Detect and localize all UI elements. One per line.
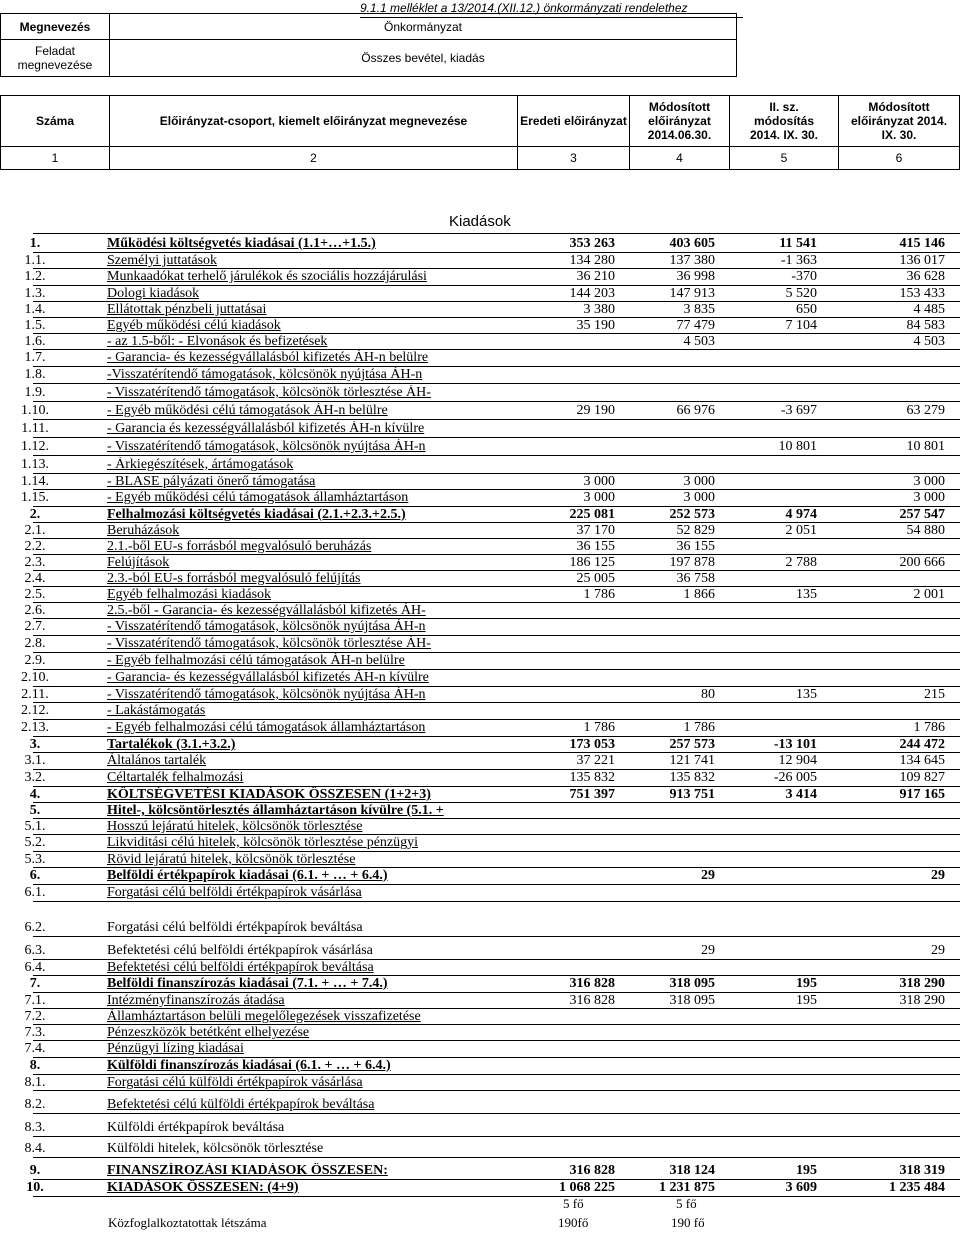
row-eredeti-value: 134 280: [569, 253, 615, 268]
row-eredeti-value: 135 832: [569, 770, 615, 785]
footer-row1-value2: 5 fő: [676, 1196, 697, 1211]
row-number: 1.7.: [24, 350, 46, 365]
row-modositott-value: 147 913: [669, 286, 715, 301]
row-modositott2-value: 4 503: [913, 334, 945, 349]
row-number: 1.9.: [24, 385, 46, 400]
row-number: 2.1.: [24, 523, 46, 538]
table-row: [0, 835, 960, 852]
row-eredeti-value: 1 068 225: [559, 1180, 615, 1195]
table-row: [0, 438, 960, 456]
row-modositott-value: 1 786: [683, 720, 715, 735]
column-header-eredeti: Eredeti előirányzat: [517, 95, 630, 147]
row-number: 1.4.: [24, 302, 46, 317]
row-modositott-value: 197 878: [669, 555, 715, 570]
column-header-modositott2: Módosított előirányzat 2014. IX. 30.: [838, 95, 960, 147]
row-name: Befektetési célú belföldi értékpapírok vásárlása: [107, 943, 373, 958]
table-row: [0, 571, 960, 587]
row-modositott-value: 135 832: [669, 770, 715, 785]
row-modositott2-value: 257 547: [899, 507, 945, 522]
row-mod2-value: 4 974: [785, 507, 817, 522]
row-modositott-value: 318 095: [669, 976, 715, 991]
row-name: - Garancia és kezességvállalásból kifizetés ÁH-n kívülre: [107, 421, 425, 436]
row-mod2-value: -3 697: [780, 403, 817, 418]
table-row: [0, 1025, 960, 1041]
row-number: 3.: [29, 737, 41, 752]
section-title-text: Kiadások: [449, 213, 511, 230]
row-number: 8.3.: [24, 1120, 46, 1135]
row-name: - Lakástámogatás: [107, 703, 206, 718]
table-row: [0, 490, 960, 507]
row-mod2-value: 195: [796, 976, 817, 991]
table-row: [0, 1091, 960, 1114]
footer-row2-value1: 190fő: [558, 1215, 589, 1230]
footer-label: Közfoglalkoztatottak létszáma: [108, 1215, 267, 1230]
row-modositott2-value: 415 146: [899, 236, 945, 251]
row-modositott2-value: 200 666: [899, 555, 945, 570]
row-name: Belföldi finanszírozás kiadásai (7.1. + … + 7.4.): [107, 976, 388, 991]
megnevezes-value: Önkormányzat: [109, 13, 737, 40]
row-number: 1.1.: [24, 253, 46, 268]
table-row: [0, 703, 960, 720]
row-modositott2-value: 3 000: [913, 474, 945, 489]
row-number: 6.3.: [24, 943, 46, 958]
row-name: Tartalékok (3.1.+3.2.): [107, 737, 236, 752]
row-name: Forgatási célú belföldi értékpapírok vásárlása: [107, 885, 362, 900]
column-number-5: 5: [729, 146, 839, 170]
row-number: 1.10.: [21, 403, 49, 418]
row-eredeti-value: 37 221: [576, 753, 615, 768]
row-modositott-value: 66 976: [676, 403, 715, 418]
row-mod2-value: 195: [796, 1163, 817, 1178]
table-row: [0, 507, 960, 523]
row-number: 7.1.: [24, 993, 46, 1008]
row-name: Felhalmozási költségvetés kiadásai (2.1.+2.3.+2.5.): [107, 507, 406, 522]
table-row: [0, 1137, 960, 1158]
row-modositott2-value: 3 000: [913, 490, 945, 505]
row-eredeti-value: 36 155: [576, 539, 615, 554]
row-mod2-value: 2 051: [785, 523, 817, 538]
row-name: - Egyéb működési célú támogatások ÁH-n belülre: [107, 403, 388, 418]
row-name: - Garancia- és kezességvállalásból kifizetés ÁH-n kívülre: [107, 670, 429, 685]
row-name: 2.3.-ból EU-s forrásból megvalósuló felújítás: [107, 571, 361, 586]
row-name: - Visszatérítendő támogatások, kölcsönök nyújtása ÁH-n: [107, 687, 426, 702]
row-number: 6.2.: [24, 920, 46, 935]
row-eredeti-value: 316 828: [569, 976, 615, 991]
row-number: 7.4.: [24, 1041, 46, 1056]
row-modositott2-value: 917 165: [899, 787, 945, 802]
row-number: 7.: [29, 976, 41, 991]
row-modositott-value: 3 000: [683, 474, 715, 489]
row-name: Likviditási célú hitelek, kölcsönök törlesztése pénzügyi: [107, 835, 419, 850]
table-row: [0, 236, 960, 253]
row-name: Forgatási célú külföldi értékpapírok vásárlása: [107, 1075, 363, 1090]
row-eredeti-value: 25 005: [576, 571, 615, 586]
column-number-1: 1: [0, 146, 110, 170]
row-modositott-value: 1 866: [683, 587, 715, 602]
row-modositott-value: 1 231 875: [659, 1180, 715, 1195]
table-row: [0, 603, 960, 619]
table-row: [0, 670, 960, 687]
table-row: [0, 318, 960, 334]
row-eredeti-value: 3 380: [583, 302, 615, 317]
megnevezes-label: Megnevezés: [0, 13, 110, 40]
row-eredeti-value: 3 000: [583, 474, 615, 489]
column-number-6: 6: [838, 146, 960, 170]
row-name: - Visszatérítendő támogatások, kölcsönök törlesztése ÁH-: [107, 385, 431, 400]
row-name: - az 1.5-ből: - Elvonások és befizetések: [107, 334, 328, 349]
table-row: [0, 770, 960, 787]
row-modositott2-value: 134 645: [899, 753, 945, 768]
table-row: [0, 1158, 960, 1180]
row-name: Befektetési célú belföldi értékpapírok beváltása: [107, 960, 374, 975]
row-mod2-value: 195: [796, 993, 817, 1008]
row-mod2-value: 135: [796, 687, 817, 702]
row-name: Általános tartalék: [107, 753, 207, 768]
row-number: 5.1.: [24, 819, 46, 834]
table-row: [0, 1114, 960, 1137]
row-name: - Visszatérítendő támogatások, kölcsönök törlesztése ÁH-: [107, 636, 431, 651]
table-row: [0, 302, 960, 318]
row-modositott2-value: 84 583: [906, 318, 945, 333]
table-row: [0, 976, 960, 993]
row-modositott2-value: 36 628: [906, 269, 945, 284]
row-eredeti-value: 36 210: [576, 269, 615, 284]
row-name: Külföldi értékpapírok beváltása: [107, 1120, 285, 1135]
row-modositott-value: 36 758: [676, 571, 715, 586]
table-row: [0, 1180, 960, 1197]
row-modositott-value: 121 741: [669, 753, 715, 768]
row-modositott2-value: 109 827: [899, 770, 945, 785]
table-row: [0, 1041, 960, 1058]
row-name: Forgatási célú belföldi értékpapírok beváltása: [107, 920, 363, 935]
row-name: Céltartalék felhalmozási: [107, 770, 244, 785]
row-mod2-value: -26 005: [773, 770, 817, 785]
row-mod2-value: 7 104: [785, 318, 817, 333]
table-row: [0, 402, 960, 420]
column-header-csoport: Előirányzat-csoport, kiemelt előirányzat megnevezése: [109, 95, 518, 147]
row-number: 5.2.: [24, 835, 46, 850]
row-modositott-value: 29: [701, 868, 715, 883]
row-modositott-value: 77 479: [676, 318, 715, 333]
row-number: 1.8.: [24, 367, 46, 382]
row-name: - Egyéb felhalmozási célú támogatások államháztartáson: [107, 720, 426, 735]
row-name: Hitel-, kölcsöntörlesztés államháztartáson kívülre (5.1. +: [107, 803, 444, 818]
row-name: Dologi kiadások: [107, 286, 200, 301]
row-eredeti-value: 1 786: [583, 720, 615, 735]
table-row: [0, 885, 960, 902]
row-number: 7.3.: [24, 1025, 46, 1040]
row-eredeti-value: 316 828: [569, 993, 615, 1008]
table-row: [0, 753, 960, 770]
row-name: Államháztartáson belüli megelőlegezések visszafizetése: [107, 1009, 421, 1024]
row-name: Egyéb működési célú kiadások: [107, 318, 281, 333]
row-modositott-value: 36 998: [676, 269, 715, 284]
row-number: 7.2.: [24, 1009, 46, 1024]
row-name: - Egyéb működési célú támogatások államháztartáson: [107, 490, 409, 505]
row-number: 2.7.: [24, 619, 46, 634]
table-row: [0, 539, 960, 555]
row-modositott2-value: 2 001: [913, 587, 945, 602]
column-number-3: 3: [517, 146, 630, 170]
table-row: [0, 868, 960, 885]
row-number: 2.8.: [24, 636, 46, 651]
table-row: [0, 420, 960, 438]
table-row: [0, 384, 960, 402]
row-eredeti-value: 316 828: [569, 1163, 615, 1178]
row-modositott2-value: 244 472: [899, 737, 945, 752]
table-row: [0, 737, 960, 753]
row-number: 2.11.: [21, 687, 49, 702]
footer-row2-value2: 190 fő: [671, 1215, 705, 1230]
row-number: 5.3.: [24, 852, 46, 867]
row-number: 8.4.: [24, 1141, 46, 1156]
row-modositott2-value: 318 319: [899, 1163, 945, 1178]
table-row: [0, 653, 960, 670]
table-row: [0, 523, 960, 539]
table-row: [0, 937, 960, 960]
row-number: 1.14.: [21, 474, 49, 489]
row-number: 1.5.: [24, 318, 46, 333]
row-number: 6.4.: [24, 960, 46, 975]
table-row: [0, 587, 960, 603]
row-number: 3.2.: [24, 770, 46, 785]
row-mod2-value: 3 609: [785, 1180, 817, 1195]
row-modositott-value: 257 573: [669, 737, 715, 752]
feladat-label: Feladat megnevezése: [0, 39, 110, 77]
table-row: [0, 636, 960, 653]
row-number: 8.1.: [24, 1075, 46, 1090]
table-row: [0, 286, 960, 302]
table-header: [0, 0, 960, 176]
row-modositott-value: 913 751: [669, 787, 715, 802]
row-name: Beruházások: [107, 523, 180, 538]
row-number: 2.2.: [24, 539, 46, 554]
row-number: 1.15.: [21, 490, 49, 505]
table-row: [0, 687, 960, 703]
row-name: Felújítások: [107, 555, 170, 570]
row-name: Belföldi értékpapírok kiadásai (6.1. + … + 6.4.): [107, 868, 388, 883]
row-name: Működési költségvetés kiadásai (1.1+…+1.5.): [107, 236, 376, 251]
row-eredeti-value: 1 786: [583, 587, 615, 602]
table-row: [0, 1075, 960, 1091]
table-row: [0, 269, 960, 286]
row-mod2-value: -13 101: [773, 737, 817, 752]
row-modositott-value: 137 380: [669, 253, 715, 268]
row-eredeti-value: 353 263: [569, 236, 615, 251]
row-mod2-value: 11 541: [779, 236, 817, 251]
row-eredeti-value: 186 125: [569, 555, 615, 570]
row-eredeti-value: 35 190: [576, 318, 615, 333]
row-number: 2.3.: [24, 555, 46, 570]
table-row: [0, 993, 960, 1009]
row-number: 8.: [29, 1058, 41, 1073]
feladat-value: Összes bevétel, kiadás: [109, 39, 737, 77]
footer: [0, 1196, 960, 1242]
row-modositott2-value: 4 485: [913, 302, 945, 317]
row-modositott-value: 318 095: [669, 993, 715, 1008]
row-name: Egyéb felhalmozási kiadások: [107, 587, 272, 602]
row-number: 2.5.: [24, 587, 46, 602]
table-row: [0, 334, 960, 350]
row-number: 2.9.: [24, 653, 46, 668]
row-number: 2.6.: [24, 603, 46, 618]
annex-title-text: 9.1.1 melléklet a 13/2014.(XII.12.) önkormányzati rendelethez: [360, 1, 688, 15]
row-number: 2.13.: [21, 720, 49, 735]
row-number: 5.: [29, 803, 41, 818]
row-name: - Visszatérítendő támogatások, kölcsönök nyújtása ÁH-n: [107, 619, 426, 634]
row-modositott-value: 29: [701, 943, 715, 958]
row-modositott2-value: 153 433: [899, 286, 945, 301]
row-mod2-value: -370: [791, 269, 817, 284]
row-name: Rövid lejáratú hitelek, kölcsönök törlesztése: [107, 852, 356, 867]
row-number: 8.2.: [24, 1097, 46, 1112]
row-mod2-value: 5 520: [785, 286, 817, 301]
row-number: 6.: [29, 868, 41, 883]
row-name: KIADÁSOK ÖSSZESEN: (4+9): [107, 1180, 299, 1195]
row-name: Munkaadókat terhelő járulékok és szociális hozzájárulási: [107, 269, 427, 284]
row-modositott2-value: 54 880: [906, 523, 945, 538]
row-name: 2.1.-ből EU-s forrásból megvalósuló beruházás: [107, 539, 372, 554]
row-number: 2.4.: [24, 571, 46, 586]
row-number: 1.11.: [21, 421, 49, 436]
row-number: 2.12.: [21, 703, 49, 718]
row-modositott2-value: 1 235 484: [889, 1180, 945, 1195]
row-number: 1.13.: [21, 457, 49, 472]
row-name: - Garancia- és kezességvállalásból kifizetés ÁH-n belülre: [107, 350, 429, 365]
row-eredeti-value: 3 000: [583, 490, 615, 505]
row-name: - BLASE pályázati önerő támogatása: [107, 474, 316, 489]
table-row: [0, 367, 960, 384]
table-row: [0, 474, 960, 490]
row-name: 2.5.-ből - Garancia- és kezességvállalásból kifizetés ÁH-: [107, 603, 426, 618]
column-header-modositott: Módosított előirányzat 2014.06.30.: [629, 95, 730, 147]
row-mod2-value: 12 904: [778, 753, 817, 768]
table-row: [0, 1009, 960, 1025]
row-name: Pénzeszközök betétként elhelyezése: [107, 1025, 310, 1040]
row-modositott2-value: 318 290: [899, 993, 945, 1008]
row-name: - Árkiegészítések, ártámogatások: [107, 457, 294, 472]
row-name: Hosszú lejáratú hitelek, kölcsönök törlesztése: [107, 819, 363, 834]
row-eredeti-value: 225 081: [569, 507, 615, 522]
row-name: Külföldi finanszírozás kiadásai (6.1. + … + 6.4.): [107, 1058, 391, 1073]
row-name: Intézményfinanszírozás átadása: [107, 993, 285, 1008]
row-modositott2-value: 63 279: [906, 403, 945, 418]
row-number: 1.2.: [24, 269, 46, 284]
table-row: [0, 720, 960, 737]
row-modositott2-value: 215: [924, 687, 945, 702]
row-mod2-value: -1 363: [780, 253, 817, 268]
row-mod2-value: 135: [796, 587, 817, 602]
row-modositott-value: 36 155: [676, 539, 715, 554]
table-row: [0, 456, 960, 474]
row-modositott-value: 4 503: [683, 334, 715, 349]
row-modositott2-value: 29: [931, 943, 945, 958]
table-row: [0, 803, 960, 819]
row-modositott2-value: 318 290: [899, 976, 945, 991]
row-mod2-value: 3 414: [785, 787, 817, 802]
row-modositott-value: 3 835: [683, 302, 715, 317]
row-name: - Egyéb felhalmozási célú támogatások ÁH-n belülre: [107, 653, 405, 668]
row-number: 1.12.: [21, 439, 49, 454]
row-name: -Visszatérítendő támogatások, kölcsönök nyújtása ÁH-n: [107, 367, 423, 382]
row-number: 2.: [29, 507, 41, 522]
row-modositott-value: 3 000: [683, 490, 715, 505]
row-modositott2-value: 1 786: [913, 720, 945, 735]
row-number: 10.: [26, 1180, 44, 1195]
row-mod2-value: 10 801: [778, 439, 817, 454]
table-row: [0, 253, 960, 269]
table-row: [0, 555, 960, 571]
row-name: Külföldi hitelek, kölcsönök törlesztése: [107, 1141, 324, 1156]
row-name: - Visszatérítendő támogatások, kölcsönök nyújtása ÁH-n: [107, 439, 426, 454]
row-number: 1.: [29, 236, 41, 251]
table-top-rule: [33, 233, 960, 234]
column-number-2: 2: [109, 146, 518, 170]
row-eredeti-value: 173 053: [569, 737, 615, 752]
row-modositott2-value: 10 801: [906, 439, 945, 454]
footer-row1-value1: 5 fő: [563, 1196, 584, 1211]
row-modositott-value: 252 573: [669, 507, 715, 522]
row-name: FINANSZÍROZÁSI KIADÁSOK ÖSSZESEN:: [107, 1163, 388, 1178]
table-row: [0, 787, 960, 803]
row-modositott2-value: 29: [931, 868, 945, 883]
row-modositott-value: 52 829: [676, 523, 715, 538]
table-row: [0, 819, 960, 835]
row-number: 1.6.: [24, 334, 46, 349]
column-number-4: 4: [629, 146, 730, 170]
table-row: [0, 350, 960, 367]
table-row: [0, 902, 960, 937]
row-modositott-value: 80: [701, 687, 715, 702]
row-number: 3.1.: [24, 753, 46, 768]
row-modositott-value: 318 124: [669, 1163, 715, 1178]
row-eredeti-value: 37 170: [576, 523, 615, 538]
row-mod2-value: 650: [796, 302, 817, 317]
section-title: [0, 213, 960, 233]
table-row: [0, 1058, 960, 1075]
row-number: 1.3.: [24, 286, 46, 301]
row-number: 6.1.: [24, 885, 46, 900]
row-eredeti-value: 751 397: [569, 787, 615, 802]
table-row: [0, 852, 960, 868]
row-name: Befektetési célú külföldi értékpapírok beváltása: [107, 1097, 375, 1112]
column-header-szama: Száma: [0, 95, 110, 147]
row-name: KÖLTSÉGVETÉSI KIADÁSOK ÖSSZESEN (1+2+3): [107, 787, 431, 802]
row-number: 2.10.: [21, 670, 49, 685]
row-eredeti-value: 144 203: [569, 286, 615, 301]
row-name: Ellátottak pénzbeli juttatásai: [107, 302, 267, 317]
row-name: Személyi juttatások: [107, 253, 218, 268]
table-row: [0, 960, 960, 976]
row-mod2-value: 2 788: [785, 555, 817, 570]
column-header-mod2: II. sz. módosítás 2014. IX. 30.: [729, 95, 839, 147]
row-number: 4.: [29, 787, 41, 802]
row-modositott-value: 403 605: [669, 236, 715, 251]
row-eredeti-value: 29 190: [576, 403, 615, 418]
row-number: 9.: [29, 1163, 41, 1178]
row-modositott2-value: 136 017: [899, 253, 945, 268]
row-name: Pénzügyi lízing kiadásai: [107, 1041, 244, 1056]
table-row: [0, 619, 960, 636]
